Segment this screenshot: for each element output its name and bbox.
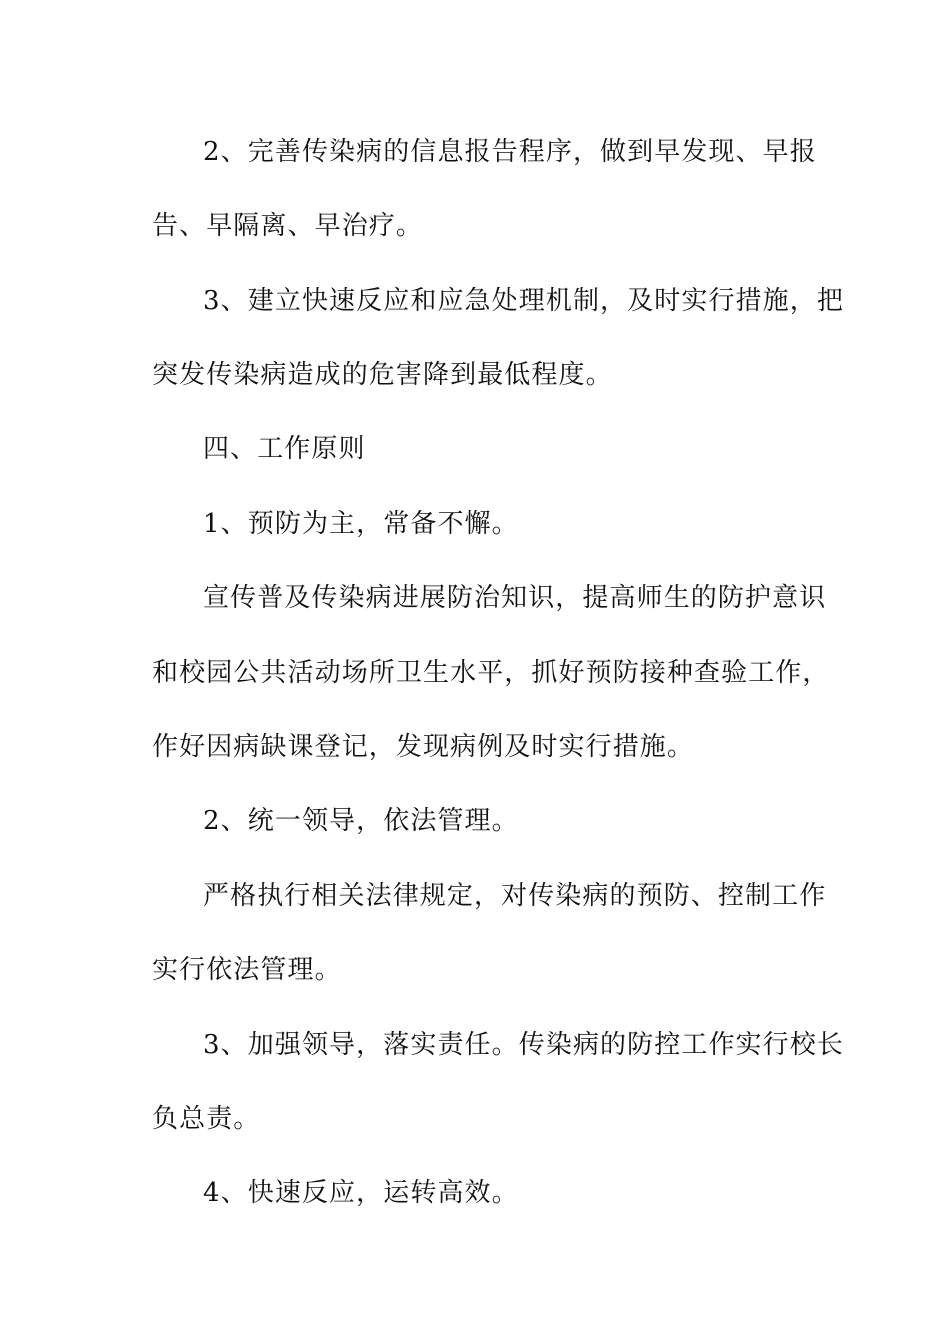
paragraph-line: 2、完善传染病的信息报告程序，做到早发现、早报 <box>203 137 817 167</box>
paragraph-line: 和校园公共活动场所卫生水平，抓好预防接种查验工作， <box>152 658 830 688</box>
paragraph-line: 告、早隔离、早治疗。 <box>152 211 424 241</box>
paragraph-line: 负总责。 <box>152 1104 261 1134</box>
paragraph-line: 4、快速反应，运转高效。 <box>203 1178 519 1208</box>
paragraph-line: 3、加强领导，落实责任。传染病的防控工作实行校长 <box>203 1030 844 1060</box>
paragraph-line: 突发传染病造成的危害降到最低程度。 <box>152 360 613 390</box>
section-heading: 四、工作原则 <box>203 434 366 464</box>
paragraph-line: 宣传普及传染病进展防治知识，提高师生的防护意识 <box>203 583 827 613</box>
paragraph-line: 1、预防为主，常备不懈。 <box>203 509 519 539</box>
paragraph-line: 作好因病缺课登记，发现病例及时实行措施。 <box>152 732 695 762</box>
paragraph-line: 实行依法管理。 <box>152 955 342 985</box>
paragraph-line: 严格执行相关法律规定，对传染病的预防、控制工作 <box>203 881 827 911</box>
paragraph-line: 3、建立快速反应和应急处理机制，及时实行措施，把 <box>203 286 844 316</box>
paragraph-line: 2、统一领导，依法管理。 <box>203 806 519 836</box>
